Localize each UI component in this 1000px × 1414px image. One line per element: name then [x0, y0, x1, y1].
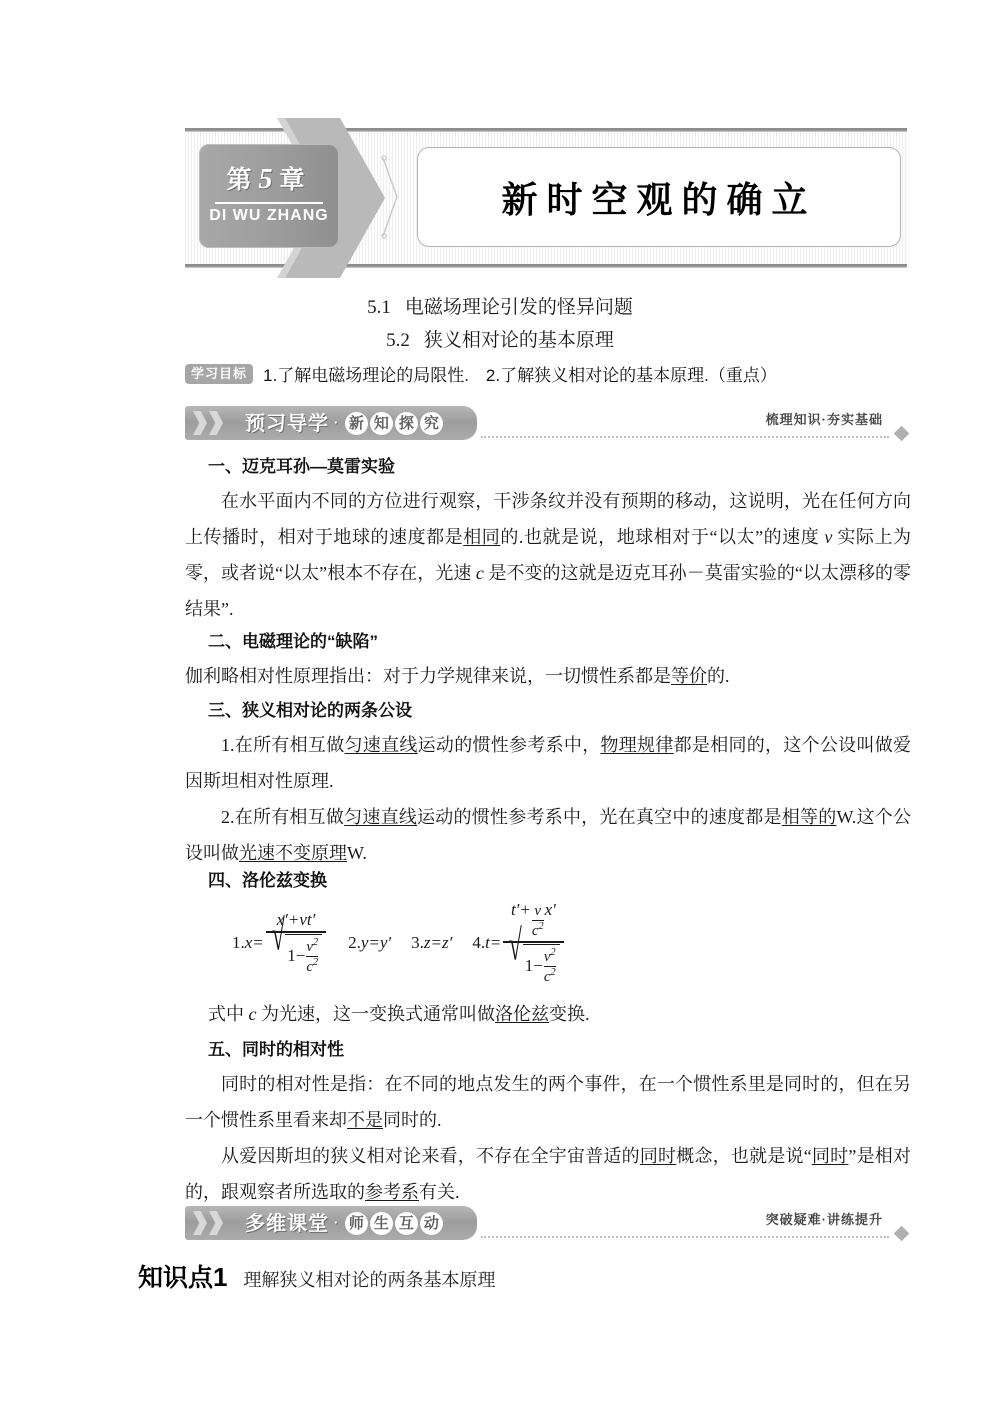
p4-part-b: 运动的惯性参考系中，光在真空中的速度都是: [417, 807, 782, 827]
banner-label-main: 预习导学: [245, 413, 329, 435]
t-prime-plus: t′+: [510, 900, 531, 919]
double-chevron-icon-2: [193, 1211, 239, 1235]
banner-multidimensional-class: [185, 1206, 911, 1240]
paragraph-lorentz-note: [208, 996, 908, 1032]
paragraph-postulate-1: [185, 727, 911, 799]
c-squared-denominator: $c^2$: [531, 921, 544, 940]
p3-part-c: 都是相同的，这个公设叫做爱因斯坦相对性原理.: [185, 735, 912, 791]
banner-circled-char-4: 究: [420, 412, 443, 435]
formula-1: [232, 910, 328, 976]
p6-part-a: 同时的相对性是指：在不同的地点发生的两个事件，在一个惯性系里是同时的，但在另一个惯性系里看来却: [185, 1074, 911, 1130]
sqrt-radical-icon: √: [271, 911, 285, 960]
p3-part-a: 1.在所有相互做: [221, 735, 345, 755]
learning-objectives-text: 1.了解电磁场理论的局限性. 2.了解狭义相对论的基本原理.（重点）: [263, 366, 777, 385]
banner2-circled-char-2: 生: [370, 1212, 393, 1235]
chapter-badge: [199, 144, 339, 248]
banner2-circled-char-3: 互: [395, 1212, 418, 1235]
c-squared-1: $c^2$: [306, 956, 319, 975]
formula-1-numerator: x′+vt′: [276, 910, 316, 930]
chapter-pinyin: DI WU ZHANG: [209, 207, 329, 224]
banner2-circled-char-4: 动: [420, 1212, 443, 1235]
lorentz-transformation-formulas: [232, 900, 566, 986]
p1-part-b: 的.也就是说，地球相对于“以太”的速度: [500, 527, 825, 547]
p1-underline-1: 相同: [463, 527, 501, 547]
formula-3-label: 3.: [411, 933, 424, 953]
p1-part-c: 实际上为零，或者说“以太”根本不存在，光速: [185, 527, 912, 583]
paragraph-michelson-morley: [185, 483, 911, 627]
banner-diamond-icon-2: [894, 1226, 910, 1242]
p3-underline-2: 物理规律: [600, 735, 674, 755]
banner-circled-char-1: 新: [345, 412, 368, 435]
sqrt-group-2: [507, 921, 559, 986]
heading-relativity-of-simultaneity: 五、同时的相对性: [208, 1040, 344, 1059]
banner-dotted-rule-2: [481, 1234, 889, 1238]
radicand-one-minus-1: 1−: [287, 946, 306, 966]
page-title: 新时空观的确立: [501, 178, 817, 220]
double-chevron-icon: [193, 411, 239, 435]
p4-underline-2: 相等的: [781, 807, 837, 827]
chapter-badge-divider: [215, 202, 323, 204]
p7-underline-2: 同时: [811, 1146, 849, 1166]
heading-lorentz-transform: 四、洛伦兹变换: [208, 871, 327, 890]
banner-label-main-2: 多维课堂: [245, 1213, 329, 1235]
paragraph-einstein-simultaneity: [185, 1138, 911, 1210]
p3-part-b: 运动的惯性参考系中，: [417, 735, 601, 755]
section-name-2: 狭义相对论的基本原理: [423, 330, 614, 351]
chapter-number: 5: [258, 164, 280, 195]
banner-label: 预习导学 · 新 知 探 究: [245, 409, 444, 438]
p4-underline-3: 光速不变原理: [239, 843, 347, 863]
paragraph-galileo: [185, 658, 911, 694]
p7-part-a: 从爱因斯坦的狭义相对论来看，不存在全宇宙普适的: [221, 1146, 640, 1166]
formula-4-fraction: [503, 900, 563, 986]
section-name-1: 电磁场理论引发的怪异问题: [404, 297, 633, 318]
p4-part-d: W.: [347, 843, 367, 863]
p6-underline-1: 不是: [347, 1110, 383, 1130]
c-squared-2: $c^2$: [543, 967, 556, 986]
banner2-circled-char-1: 师: [345, 1212, 368, 1235]
p4-underline-1: 匀速直线: [344, 807, 418, 827]
x-prime: x′: [544, 900, 556, 919]
p7-part-b: 概念，也就是说“: [676, 1146, 812, 1166]
paragraph-simultaneity-definition: [185, 1066, 911, 1138]
banner-subtitle-right-2: 突破疑难·讲练提升: [765, 1212, 883, 1227]
formula-1-lhs: x=: [244, 933, 264, 953]
formula-4-denominator: [503, 921, 563, 986]
banner-dotted-rule: [481, 434, 889, 438]
p1-part-a: 在水平面内不同的方位进行观察，干涉条纹并没有预期的移动，这说明，光在任何方向上传播时，相对于地球的速度都是: [185, 491, 911, 547]
p3-underline-1: 匀速直线: [344, 735, 418, 755]
p1-symbol-c: c: [475, 563, 484, 583]
sqrt-radicand-1: [285, 934, 322, 976]
decorative-bracket-icon: [381, 154, 401, 240]
paragraph-postulate-2: [185, 799, 911, 871]
p2-part-a: 伽利略相对性原理指出：对于力学规律来说，一切惯性系都是: [185, 666, 671, 686]
banner-preview-study: [185, 406, 911, 440]
p5-symbol-c: c: [248, 1004, 257, 1024]
learning-objectives-badge: 学习目标: [185, 364, 253, 384]
banner-label-2: 多维课堂 · 师 生 互 动: [245, 1209, 444, 1238]
knowledge-point-description: 理解狭义相对论的两条基本原理: [243, 1270, 496, 1290]
p2-part-b: 的.: [707, 666, 730, 686]
formula-2: [348, 933, 391, 953]
section-number-1: 5.1: [367, 297, 391, 318]
banner-circled-char-3: 探: [395, 412, 418, 435]
radicand-one-minus-2: 1−: [524, 956, 543, 976]
section-line-1: [0, 292, 1000, 319]
vc-fraction-2: [544, 947, 556, 986]
banner-diamond-icon: [894, 426, 910, 442]
formula-2-body: y=y′: [360, 933, 392, 953]
banner-subtitle-right: 梳理知识·夯实基础: [765, 412, 883, 427]
formula-3: [411, 933, 452, 953]
formula-4-lhs: t=: [485, 933, 502, 953]
section-line-2: [0, 325, 1000, 352]
knowledge-point-row: [138, 1258, 495, 1294]
chapter-badge-zh: [199, 160, 339, 196]
p6-part-b: 同时的.: [383, 1110, 442, 1130]
p7-underline-3: 参考系: [365, 1182, 419, 1202]
chapter-unit: 章: [279, 167, 312, 194]
p7-underline-1: 同时: [639, 1146, 677, 1166]
v-squared-1: $v^2$: [306, 936, 319, 955]
heading-two-postulates: 三、狭义相对论的两条公设: [208, 701, 412, 720]
p5-part-d: 变换.: [549, 1004, 590, 1024]
chapter-title-box: [417, 147, 901, 247]
section-number-2: 5.2: [386, 330, 410, 351]
chapter-header-band: [185, 128, 907, 268]
vc-fraction-1: [306, 937, 318, 976]
chapter-label: 第: [226, 167, 259, 194]
banner-circled-char-2: 知: [370, 412, 393, 435]
formula-4: [472, 900, 565, 986]
learning-objectives: [185, 361, 915, 386]
heading-em-theory-defect: 二、电磁理论的“缺陷”: [208, 632, 378, 651]
v-over-c2-fraction: [532, 903, 544, 940]
v-squared-2: $v^2$: [543, 946, 556, 965]
p2-underline-1: 等价: [671, 666, 707, 686]
knowledge-point-number: 1: [213, 1262, 228, 1292]
p7-part-c: ”是相对的，跟观察者所选取的: [185, 1146, 911, 1202]
formula-2-label: 2.: [348, 933, 361, 953]
knowledge-point-title: 知识点1: [138, 1262, 228, 1292]
p1-part-d: 是不变的这就是迈克耳孙－莫雷实验的“以太漂移的零结果”.: [185, 563, 911, 619]
p5-underline-1: 洛伦兹: [495, 1004, 549, 1024]
p1-symbol-v: v: [824, 527, 833, 547]
p4-part-c: W.这个公设叫做: [185, 807, 912, 863]
formula-4-label: 4.: [472, 933, 486, 953]
sqrt-radical-icon-2: √: [508, 921, 523, 970]
formula-1-fraction: [266, 910, 326, 976]
formula-1-label: 1.: [232, 933, 245, 953]
p5-part-b: 为光速，这一变换式通常叫做: [256, 1004, 495, 1024]
sqrt-radicand-2: [523, 944, 560, 986]
heading-michelson-morley: 一、迈克耳孙—莫雷实验: [208, 457, 395, 476]
formula-3-body: z=z′: [423, 933, 453, 953]
p4-part-a: 2.在所有相互做: [221, 807, 345, 827]
p7-part-d: 有关.: [419, 1182, 460, 1202]
p5-part-a: 式中: [208, 1004, 249, 1024]
v-numerator: v: [534, 903, 542, 919]
